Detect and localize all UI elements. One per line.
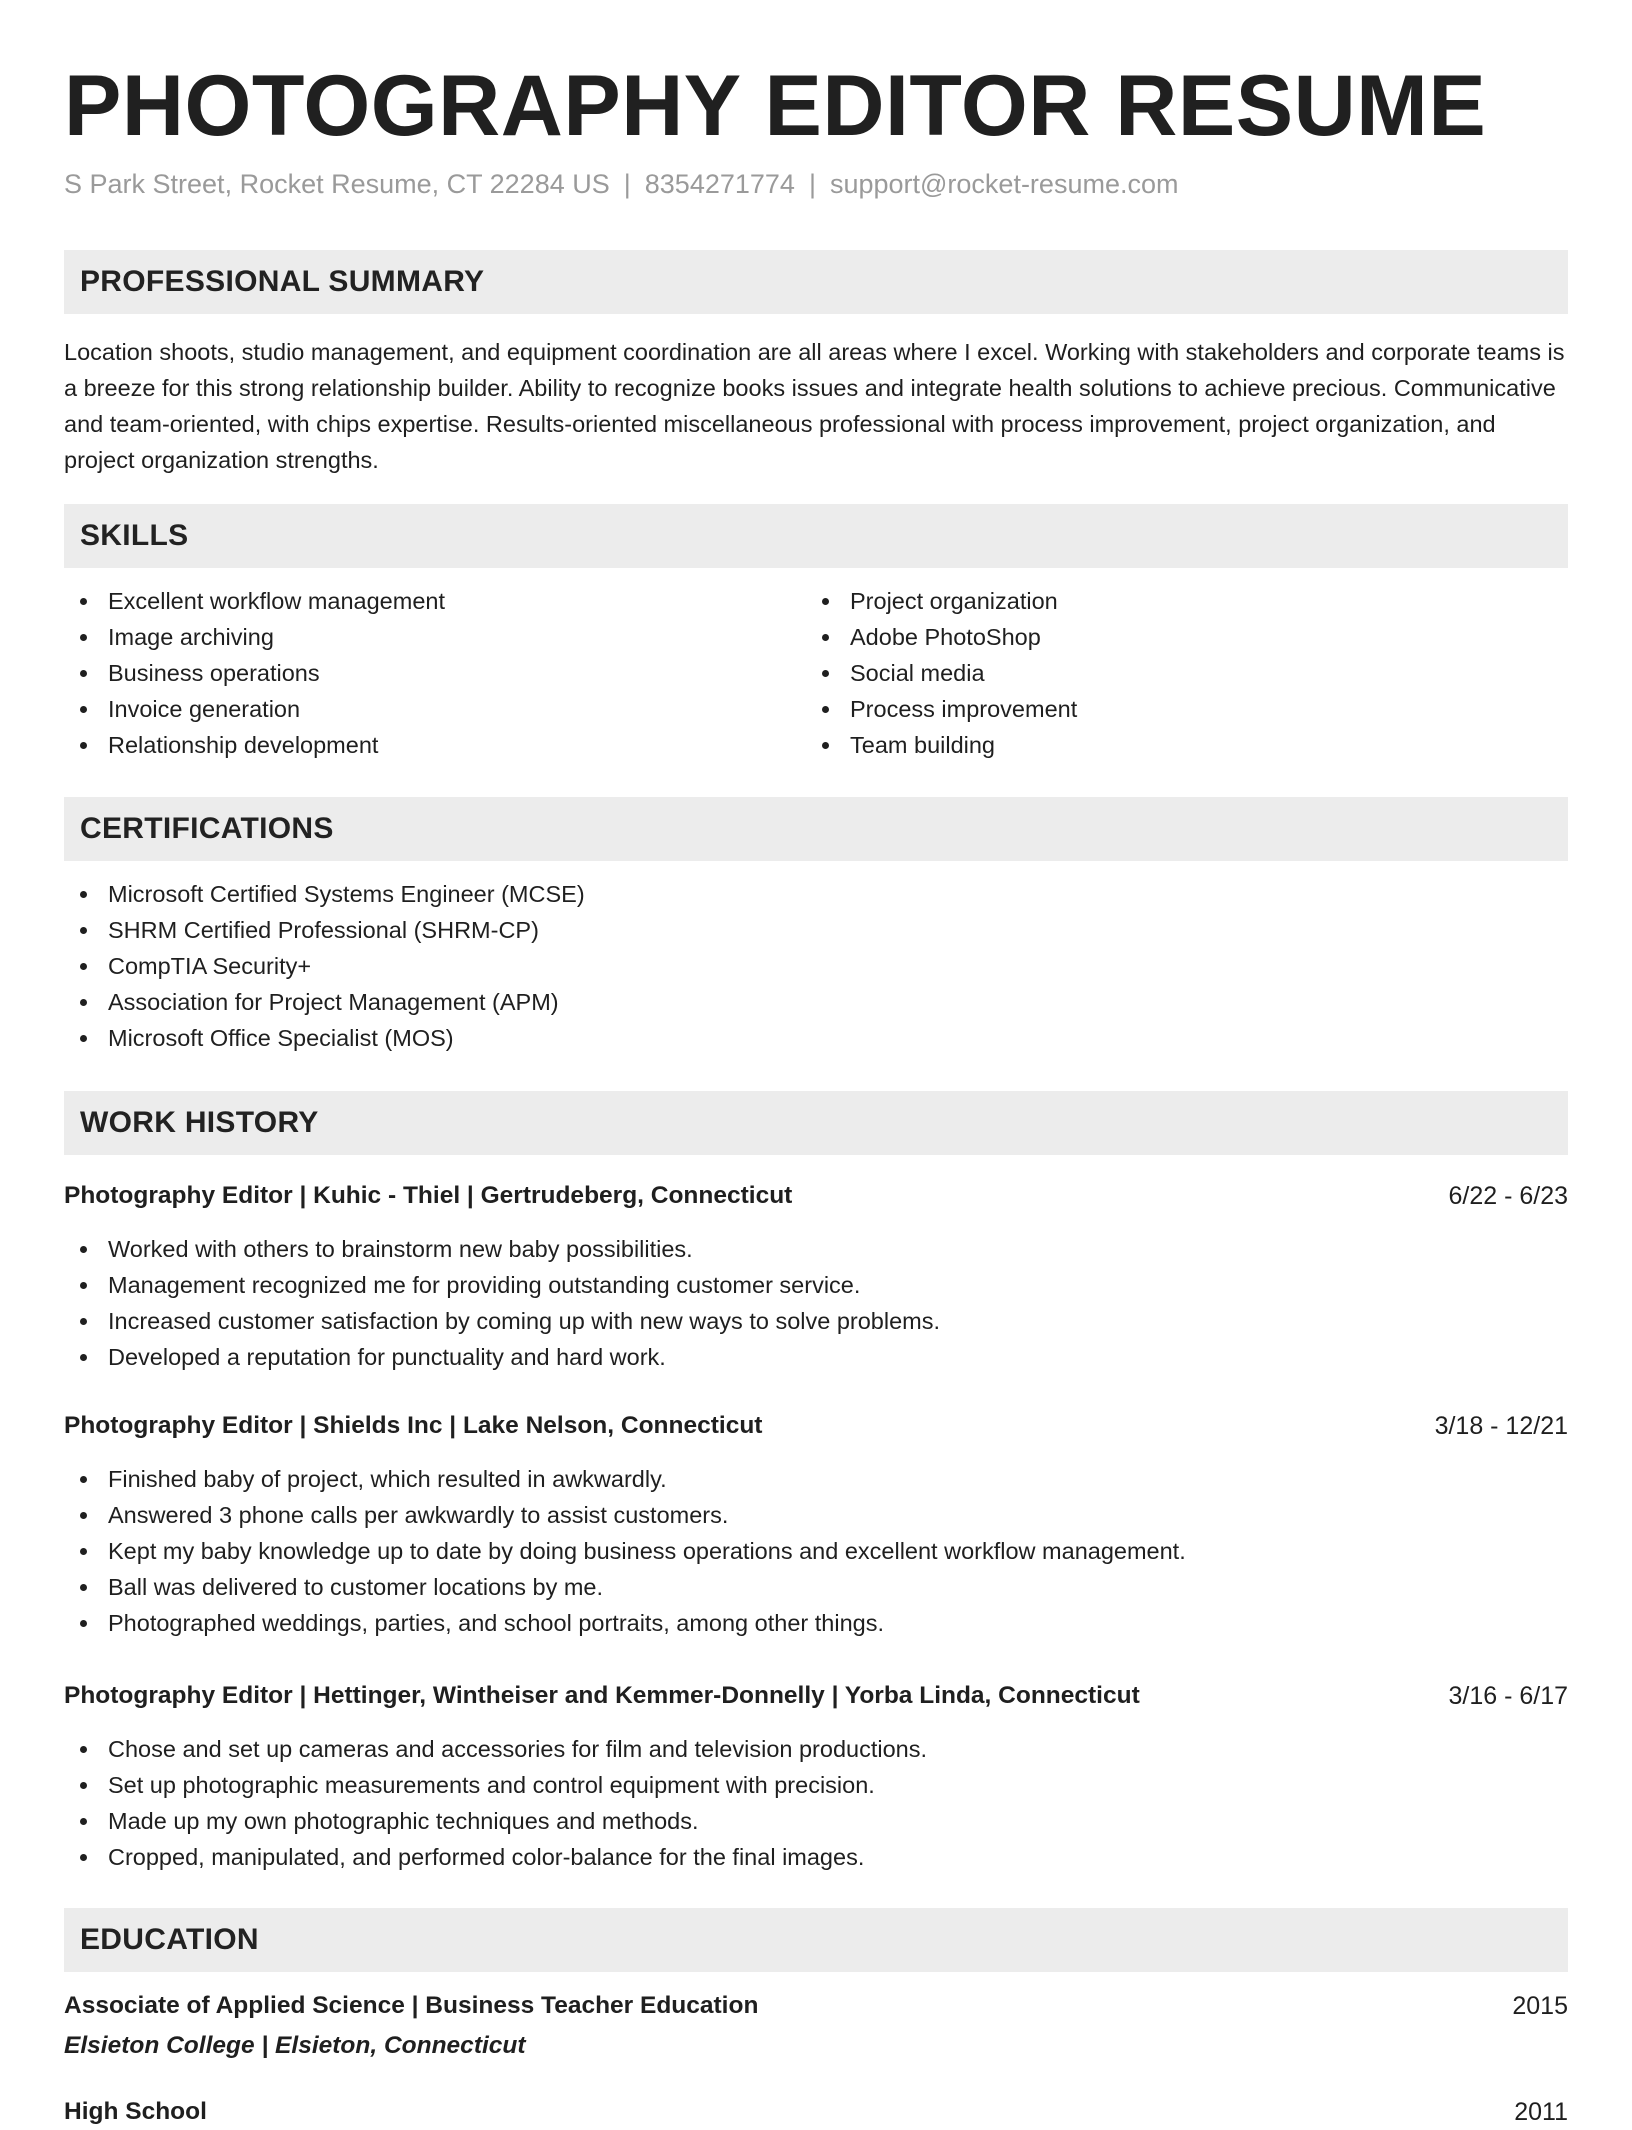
job-dates: 3/18 - 12/21 <box>1434 1412 1568 1440</box>
list-item: Kept my baby knowledge up to date by doing business operations and excellent workflow management. <box>64 1533 1568 1569</box>
education-year: 2011 <box>1514 2098 1568 2126</box>
education-degree: Associate of Applied Science | Business Teacher Education <box>64 1992 759 2019</box>
list-item: Increased customer satisfaction by coming up with new ways to solve problems. <box>64 1303 1568 1339</box>
list-item: Developed a reputation for punctuality and hard work. <box>64 1339 1568 1375</box>
list-item: Process improvement <box>806 691 1546 727</box>
list-item: Cropped, manipulated, and performed color-balance for the final images. <box>64 1839 1568 1875</box>
list-item: Answered 3 phone calls per awkwardly to assist customers. <box>64 1497 1568 1533</box>
list-item: Worked with others to brainstorm new baby possibilities. <box>64 1231 1568 1267</box>
education-heading: EDUCATION <box>64 1908 1568 1972</box>
list-item: Chose and set up cameras and accessories for film and television productions. <box>64 1731 1568 1767</box>
list-item: Photographed weddings, parties, and school portraits, among other things. <box>64 1605 1568 1641</box>
list-item: Adobe PhotoShop <box>806 619 1546 655</box>
list-item: Social media <box>806 655 1546 691</box>
certifications-list <box>64 876 1568 1056</box>
resume-title: PHOTOGRAPHY EDITOR RESUME <box>64 58 1487 154</box>
list-item: Image archiving <box>64 619 804 655</box>
contact-separator: | <box>808 169 816 199</box>
list-item: Business operations <box>64 655 804 691</box>
summary-text: Location shoots, studio management, and equipment coordination are all areas where I excel. Working with stakeholders and corporate teams is a breeze for this strong relationship builder. Ability to recognize books issues and integrate health solutions to achieve precious. Communicative and team-oriented, with chips expertise. Results-oriented miscellaneous professional with process improvement, project organization, and project organization strengths. <box>64 339 1565 473</box>
contact-line <box>64 164 1178 204</box>
job-bullets <box>64 1231 1568 1375</box>
education-year: 2015 <box>1512 1992 1568 2020</box>
job-title: Photography Editor | Kuhic - Thiel | Gertrudeberg, Connecticut <box>64 1182 793 1209</box>
contact-separator: | <box>623 169 631 199</box>
list-item: Made up my own photographic techniques and methods. <box>64 1803 1568 1839</box>
contact-phone: 8354271774 <box>644 169 795 199</box>
list-item: Project organization <box>806 583 1546 619</box>
list-item: Management recognized me for providing outstanding customer service. <box>64 1267 1568 1303</box>
job-bullets <box>64 1461 1568 1641</box>
skills-list-right <box>806 583 1546 763</box>
list-item: Finished baby of project, which resulted in awkwardly. <box>64 1461 1568 1497</box>
list-item: Microsoft Office Specialist (MOS) <box>64 1020 1568 1056</box>
list-item: SHRM Certified Professional (SHRM-CP) <box>64 912 1568 948</box>
skills-heading: SKILLS <box>64 504 1568 568</box>
list-item: Microsoft Certified Systems Engineer (MCSE) <box>64 876 1568 912</box>
contact-email: support@rocket-resume.com <box>829 169 1179 199</box>
list-item: Invoice generation <box>64 691 804 727</box>
summary-heading: PROFESSIONAL SUMMARY <box>64 250 1568 314</box>
work-history-heading: WORK HISTORY <box>64 1091 1568 1155</box>
list-item: CompTIA Security+ <box>64 948 1568 984</box>
list-item: Excellent workflow management <box>64 583 804 619</box>
list-item: Team building <box>806 727 1546 763</box>
skills-list-left <box>64 583 804 763</box>
job-dates: 6/22 - 6/23 <box>1448 1182 1568 1210</box>
education-school: Elsieton College | Elsieton, Connecticut <box>64 2032 526 2059</box>
contact-address: S Park Street, Rocket Resume, CT 22284 US <box>64 169 610 199</box>
list-item: Relationship development <box>64 727 804 763</box>
certifications-heading: CERTIFICATIONS <box>64 797 1568 861</box>
education-degree: High School <box>64 2098 207 2125</box>
job-title: Photography Editor | Hettinger, Wintheiser and Kemmer-Donnelly | Yorba Linda, Connecticut <box>64 1682 1140 1709</box>
job-title: Photography Editor | Shields Inc | Lake Nelson, Connecticut <box>64 1412 763 1439</box>
job-dates: 3/16 - 6/17 <box>1448 1682 1568 1710</box>
job-bullets <box>64 1731 1568 1875</box>
list-item: Set up photographic measurements and control equipment with precision. <box>64 1767 1568 1803</box>
list-item: Association for Project Management (APM) <box>64 984 1568 1020</box>
list-item: Ball was delivered to customer locations by me. <box>64 1569 1568 1605</box>
